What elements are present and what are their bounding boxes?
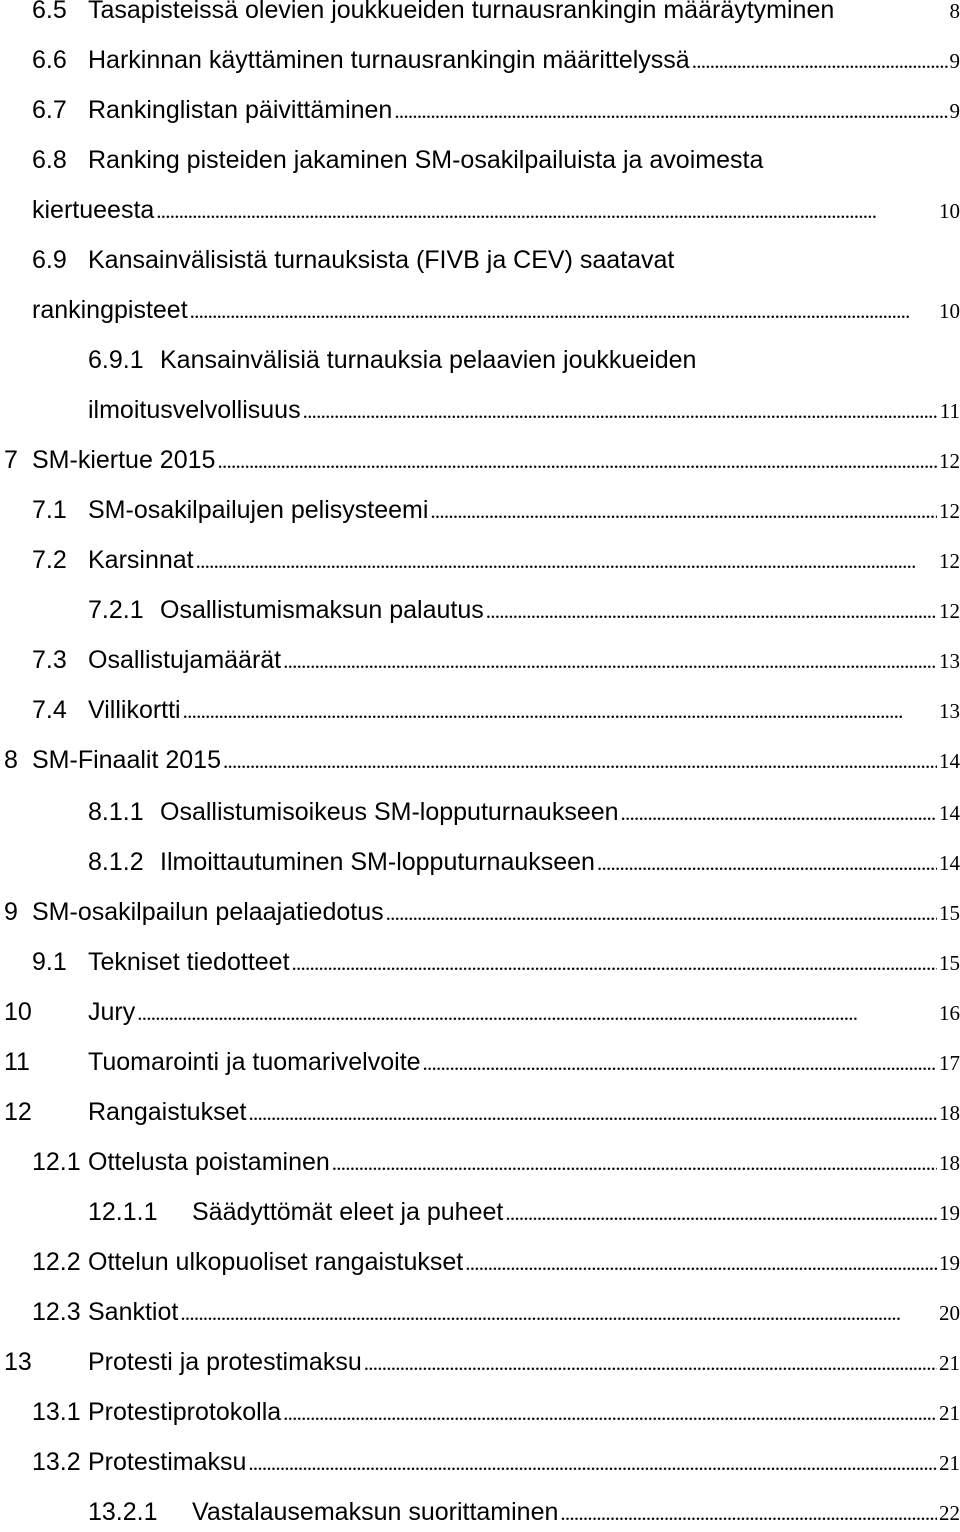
toc-entry-number: 7.3 <box>32 646 88 675</box>
toc-entry-first-line[interactable] <box>32 146 960 180</box>
dot-leader <box>386 901 937 926</box>
toc-entry[interactable] <box>32 46 960 80</box>
dot-leader <box>486 599 937 624</box>
toc-entry-number: 13.2 <box>32 1448 88 1477</box>
toc-entry-first-line[interactable] <box>88 346 960 380</box>
toc-entry-page: 15 <box>939 951 960 976</box>
dot-leader <box>394 99 947 124</box>
dot-leader <box>505 1201 937 1226</box>
toc-entry-page: 12 <box>939 449 960 474</box>
toc-entry-number: 6.9 <box>32 246 88 275</box>
toc-entry[interactable] <box>32 696 960 730</box>
toc-entry-number: 13.1 <box>32 1398 88 1427</box>
toc-entry[interactable] <box>32 1298 960 1332</box>
toc-entry-number: 8.1.2 <box>88 848 160 877</box>
toc-entry-number: 12.1 <box>32 1148 88 1177</box>
toc-entry-title: Säädyttömät eleet ja puheet <box>192 1198 503 1227</box>
toc-entry-title: SM-kiertue 2015 <box>32 446 215 475</box>
toc-entry-title: Sanktiot <box>88 1298 178 1327</box>
toc-entry[interactable] <box>4 746 960 780</box>
toc-entry-title: Ottelusta poistaminen <box>88 1148 330 1177</box>
toc-entry-page: 16 <box>939 1001 960 1026</box>
toc-entry[interactable] <box>88 1498 960 1532</box>
toc-entry[interactable] <box>32 96 960 130</box>
dot-leader <box>183 699 937 724</box>
dot-leader <box>248 1451 937 1476</box>
dot-leader <box>283 649 937 674</box>
dot-leader <box>597 851 937 876</box>
toc-entry-title-continued: kiertueesta <box>32 196 154 225</box>
toc-entry-page: 18 <box>939 1151 960 1176</box>
dot-leader <box>248 1101 937 1126</box>
dot-leader <box>332 1151 937 1176</box>
toc-entry-number: 7 <box>4 446 32 475</box>
dot-leader <box>560 1501 937 1526</box>
toc-entry-number: 12.2 <box>32 1248 88 1277</box>
toc-entry-page: 21 <box>939 1401 960 1426</box>
toc-entry[interactable] <box>4 1048 960 1082</box>
toc-entry[interactable] <box>32 1248 960 1282</box>
toc-entry-page: 9 <box>950 49 960 74</box>
toc-entry-title: Ranking pisteiden jakaminen SM-osakilpailuista ja avoimesta <box>88 146 763 175</box>
toc-entry-page: 14 <box>939 749 960 774</box>
toc-entry-title: Osallistumismaksun palautus <box>160 596 484 625</box>
toc-entry[interactable] <box>4 1098 960 1132</box>
toc-entry-number: 7.4 <box>32 696 88 725</box>
toc-entry-page: 19 <box>939 1201 960 1226</box>
toc-entry-page: 21 <box>939 1451 960 1476</box>
toc-entry-page: 10 <box>939 299 960 324</box>
toc-entry[interactable] <box>88 596 960 630</box>
toc-entry-page: 10 <box>939 199 960 224</box>
toc-entry-number: 7.1 <box>32 496 88 525</box>
dot-leader <box>137 1001 937 1026</box>
toc-entry-title: Protesti ja protestimaksu <box>88 1348 362 1377</box>
toc-entry-page: 18 <box>939 1101 960 1126</box>
dot-leader <box>190 299 937 324</box>
toc-entry-title: SM-Finaalit 2015 <box>32 746 221 775</box>
toc-entry-number: 10 <box>4 998 88 1027</box>
toc-entry[interactable] <box>88 1198 960 1232</box>
toc-entry[interactable] <box>4 446 960 480</box>
dot-leader <box>423 1051 937 1076</box>
toc-entry-number: 6.8 <box>32 146 88 175</box>
toc-entry-title: Protestimaksu <box>88 1448 246 1477</box>
toc-entry-page: 12 <box>939 549 960 574</box>
dot-leader <box>156 199 937 224</box>
toc-entry[interactable] <box>4 1348 960 1382</box>
dot-leader <box>196 549 937 574</box>
toc-entry-title: Jury <box>88 998 135 1027</box>
dot-leader <box>430 499 937 524</box>
toc-entry-title: Osallistumisoikeus SM-lopputurnaukseen <box>160 798 619 827</box>
toc-entry-title: Villikortti <box>88 696 181 725</box>
toc-entry-page: 22 <box>939 1501 960 1526</box>
dot-leader <box>217 449 937 474</box>
toc-entry-title: Harkinnan käyttäminen turnausrankingin määrittelyssä <box>88 46 690 75</box>
toc-entry-page: 14 <box>939 801 960 826</box>
toc-entry-page: 8 <box>950 0 960 24</box>
dot-leader <box>283 1401 937 1426</box>
toc-entry-number: 6.9.1 <box>88 346 160 375</box>
toc-entry-page: 13 <box>939 699 960 724</box>
toc-entry-number: 12.1.1 <box>88 1198 192 1227</box>
toc-entry-title: Ilmoittautuminen SM-lopputurnaukseen <box>160 848 595 877</box>
toc-entry-number: 9.1 <box>32 948 88 977</box>
toc-entry-number: 13 <box>4 1348 88 1377</box>
toc-entry-number: 8.1.1 <box>88 798 160 827</box>
toc-entry-title: Rankinglistan päivittäminen <box>88 96 392 125</box>
toc-entry-number: 7.2.1 <box>88 596 160 625</box>
toc-entry-title: Protestiprotokolla <box>88 1398 281 1427</box>
toc-entry-title: Vastalausemaksun suorittaminen <box>192 1498 558 1527</box>
toc-entry[interactable] <box>32 546 960 580</box>
toc-entry[interactable] <box>32 496 960 530</box>
toc-entry-title: Rangaistukset <box>88 1098 246 1127</box>
toc-entry-number: 6.5 <box>32 0 88 25</box>
dot-leader <box>303 399 938 424</box>
toc-entry-title: Tasapisteissä olevien joukkueiden turnausrankingin määräytyminen <box>88 0 834 25</box>
toc-entry-page: 20 <box>939 1301 960 1326</box>
toc-entry-first-line[interactable] <box>32 246 960 280</box>
toc-entry-page: 13 <box>939 649 960 674</box>
toc-entry-number: 7.2 <box>32 546 88 575</box>
toc-entry-title: Karsinnat <box>88 546 194 575</box>
dot-leader <box>292 951 937 976</box>
dot-leader <box>180 1301 937 1326</box>
toc-entry-page: 21 <box>939 1351 960 1376</box>
toc-entry-page: 9 <box>950 99 960 124</box>
toc-entry[interactable] <box>32 948 960 982</box>
toc-entry-continuation[interactable] <box>32 196 960 230</box>
toc-entry-title: Osallistujamäärät <box>88 646 281 675</box>
toc-entry-page: 14 <box>939 851 960 876</box>
toc-entry-title: Kansainvälisistä turnauksista (FIVB ja CEV) saatavat <box>88 246 674 275</box>
toc-entry[interactable] <box>4 898 960 932</box>
toc-entry-title: Tuomarointi ja tuomarivelvoite <box>88 1048 421 1077</box>
toc-entry-page: 19 <box>939 1251 960 1276</box>
toc-entry-title-continued: rankingpisteet <box>32 296 188 325</box>
toc-entry-number: 12 <box>4 1098 88 1127</box>
toc-entry-number: 12.3 <box>32 1298 88 1327</box>
toc-entry-page: 15 <box>939 901 960 926</box>
toc-entry-number: 11 <box>4 1048 88 1077</box>
toc-entry-title: Kansainvälisiä turnauksia pelaavien joukkueiden <box>160 346 696 375</box>
toc-entry[interactable] <box>32 1448 960 1482</box>
toc-entry[interactable] <box>32 1398 960 1432</box>
dot-leader <box>692 49 948 74</box>
toc-entry-title: SM-osakilpailun pelaajatiedotus <box>32 898 384 927</box>
toc-entry[interactable] <box>88 848 960 882</box>
toc-entry-number: 8 <box>4 746 32 775</box>
toc-entry-title: Ottelun ulkopuoliset rangaistukset <box>88 1248 463 1277</box>
dot-leader <box>223 749 937 774</box>
dot-leader <box>465 1251 937 1276</box>
toc-entry-title-continued: ilmoitusvelvollisuus <box>88 396 301 425</box>
dot-leader <box>364 1351 937 1376</box>
toc-entry-page: 17 <box>939 1051 960 1076</box>
toc-entry[interactable] <box>32 0 960 30</box>
toc-entry-page: 11 <box>940 399 960 424</box>
toc-entry-page: 12 <box>939 499 960 524</box>
toc-entry[interactable] <box>32 1148 960 1182</box>
toc-entry-continuation[interactable] <box>88 396 960 430</box>
toc-entry-number: 9 <box>4 898 32 927</box>
toc-entry-title: Tekniset tiedotteet <box>88 948 290 977</box>
toc-entry[interactable] <box>88 798 960 832</box>
dot-leader <box>621 801 937 826</box>
toc-entry[interactable] <box>32 646 960 680</box>
toc-entry-title: SM-osakilpailujen pelisysteemi <box>88 496 428 525</box>
toc-entry-continuation[interactable] <box>32 296 960 330</box>
toc-entry[interactable] <box>4 998 960 1032</box>
toc-entry-number: 13.2.1 <box>88 1498 192 1527</box>
toc-entry-number: 6.6 <box>32 46 88 75</box>
toc-entry-number: 6.7 <box>32 96 88 125</box>
toc-entry-page: 12 <box>939 599 960 624</box>
